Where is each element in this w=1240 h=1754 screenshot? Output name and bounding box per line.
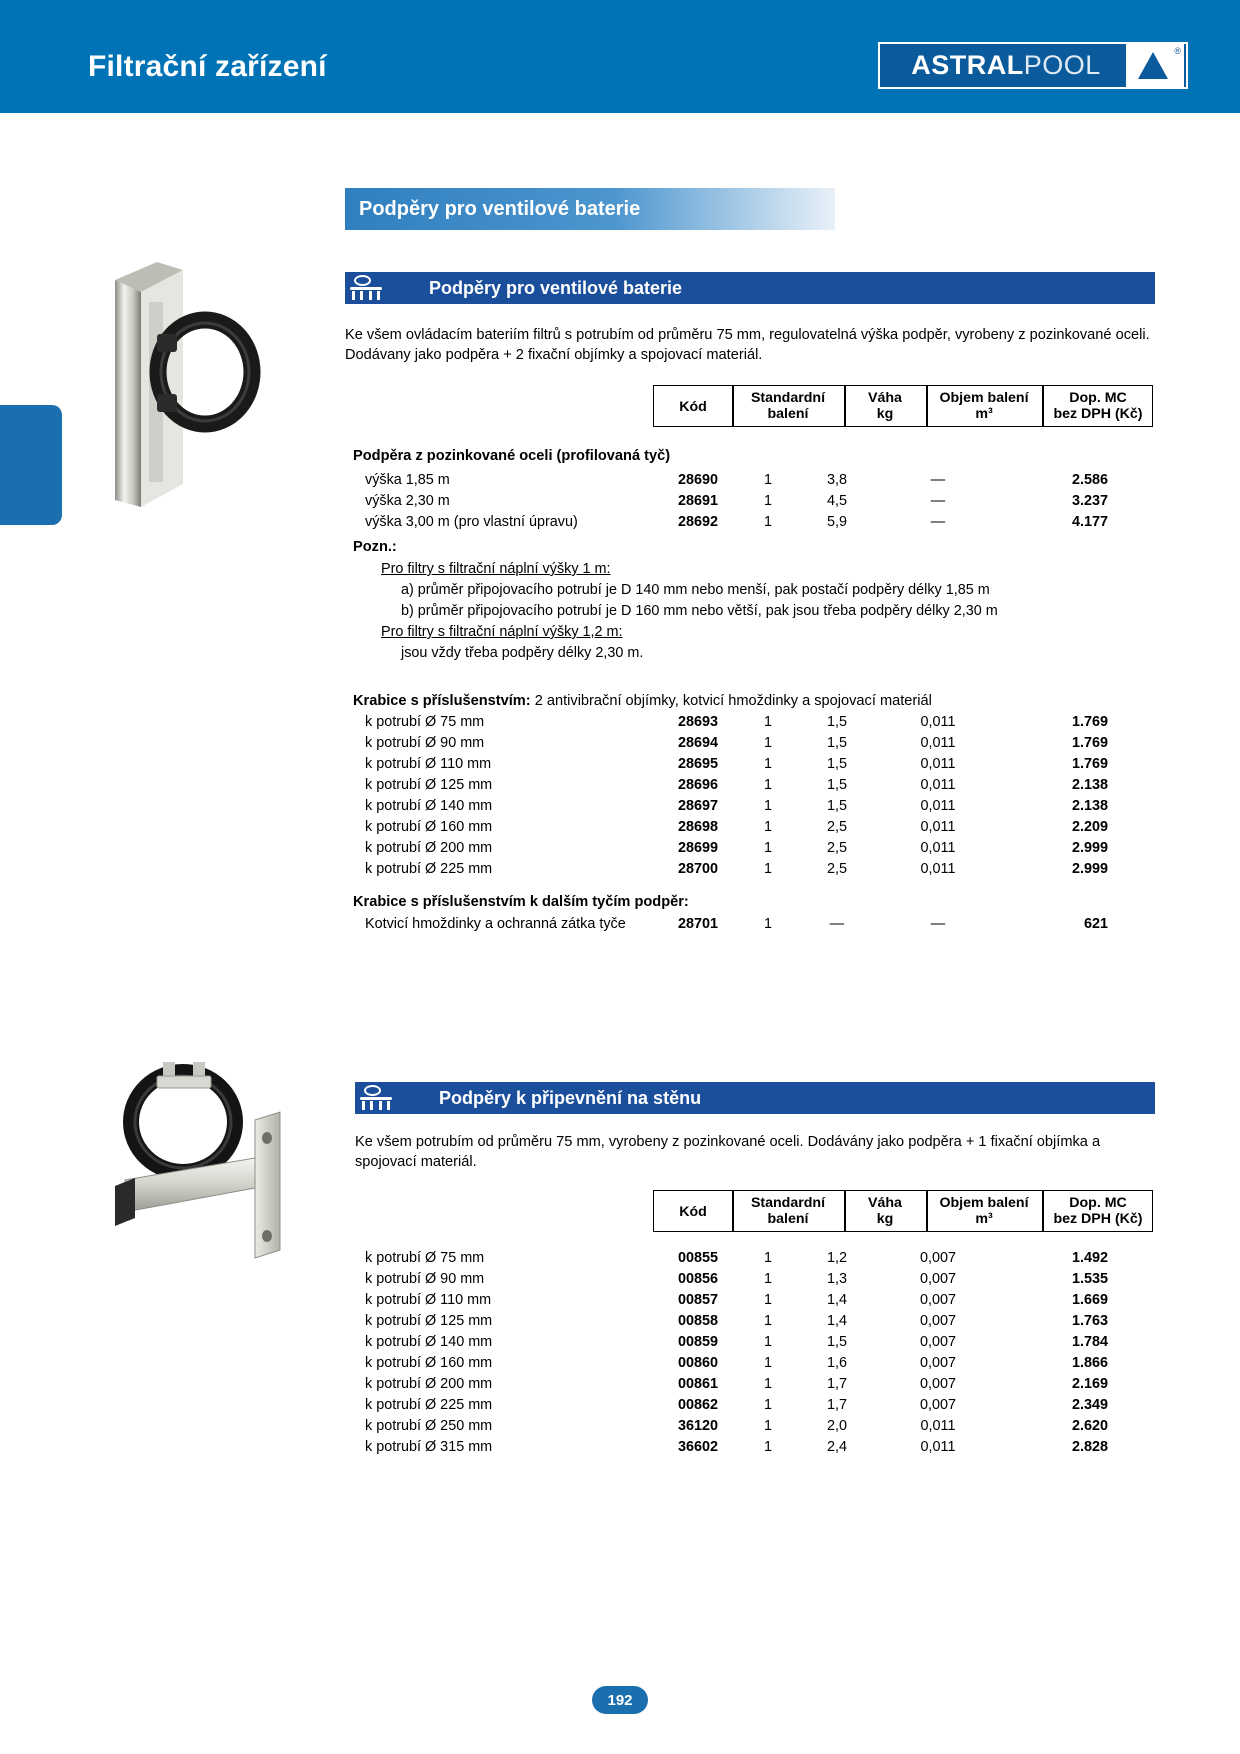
table1-rows-group1 xyxy=(353,470,1153,533)
row-code: 00862 xyxy=(677,1397,719,1413)
row-package: 1 xyxy=(763,861,772,877)
table-row xyxy=(353,838,1153,859)
note-line xyxy=(353,581,1153,602)
row-weight: 1,5 xyxy=(826,1334,847,1350)
row-code: 28701 xyxy=(677,916,719,932)
row-volume: 0,007 xyxy=(919,1250,956,1266)
table-row xyxy=(365,1437,1165,1458)
row-price: 2.138 xyxy=(1071,777,1108,793)
row-package: 1 xyxy=(763,1376,772,1392)
row-product-name: k potrubí Ø 160 mm xyxy=(365,1355,493,1371)
table-row xyxy=(365,1374,1165,1395)
row-volume: 0,011 xyxy=(920,777,956,793)
row-weight: 1,5 xyxy=(826,798,847,814)
row-price: 1.763 xyxy=(1071,1313,1108,1329)
page-number-badge: 192 xyxy=(592,1686,648,1714)
row-weight: 1,4 xyxy=(826,1292,847,1308)
row-code: 28693 xyxy=(677,714,719,730)
row-product-name: k potrubí Ø 250 mm xyxy=(365,1418,493,1434)
row-weight: — xyxy=(829,916,845,932)
table1-col-volume-line2: m³ xyxy=(975,406,993,422)
logo-text xyxy=(880,50,1126,81)
section-title-bar xyxy=(345,188,835,230)
table2-col-weight-line1: Váha xyxy=(868,1195,902,1211)
row-product-name: k potrubí Ø 225 mm xyxy=(365,1397,493,1413)
table2-col-weight-line2: kg xyxy=(876,1211,894,1227)
row-volume: — xyxy=(930,514,946,530)
row-price: 2.169 xyxy=(1071,1376,1108,1392)
row-code: 28700 xyxy=(677,861,719,877)
pool-wave-icon-2 xyxy=(355,1082,397,1114)
row-product-name: k potrubí Ø 75 mm xyxy=(365,1250,485,1266)
table-row xyxy=(353,754,1153,775)
block1-group2-label-bold: Krabice s příslušenstvím: xyxy=(353,693,531,709)
row-product-name: k potrubí Ø 200 mm xyxy=(365,840,493,856)
row-code: 28696 xyxy=(677,777,719,793)
note-line-text: Pro filtry s filtrační náplní výšky 1 m: xyxy=(381,561,611,577)
row-price: 1.669 xyxy=(1071,1292,1108,1308)
row-weight: 1,3 xyxy=(826,1271,847,1287)
table1-col-weight-line1: Váha xyxy=(868,390,902,406)
subsection-bar-wall-supports xyxy=(355,1082,1155,1114)
row-volume: 0,011 xyxy=(920,735,956,751)
row-weight: 2,5 xyxy=(826,840,847,856)
row-volume: — xyxy=(930,493,946,509)
block2-intro-text: Ke všem potrubím od průměru 75 mm, vyrobeny z pozinkované oceli. Dodávány jako podpěra + 1 fixační objímka a spojovací materiál. xyxy=(355,1134,1101,1170)
table-row xyxy=(365,1332,1165,1353)
row-price: 1.535 xyxy=(1071,1271,1108,1287)
table2-col-volume-line1: Objem balení xyxy=(939,1195,1029,1211)
table-row xyxy=(353,775,1153,796)
row-product-name: k potrubí Ø 225 mm xyxy=(365,861,493,877)
row-package: 1 xyxy=(763,1292,772,1308)
row-code: 00855 xyxy=(677,1250,719,1266)
row-code: 00861 xyxy=(677,1376,719,1392)
row-product-name: Kotvicí hmoždinky a ochranná zátka tyče xyxy=(365,916,626,932)
row-product-name: k potrubí Ø 110 mm xyxy=(365,756,492,772)
row-package: 1 xyxy=(763,1250,772,1266)
table1-rows-group3 xyxy=(365,914,1165,935)
section-title-label: Podpěry pro ventilové baterie xyxy=(359,197,641,220)
table1-col-price-line2: bez DPH (Kč) xyxy=(1053,406,1143,422)
row-code: 36120 xyxy=(677,1418,719,1434)
product-image-wall-support xyxy=(105,1060,310,1285)
subsection-label: Podpěry pro ventilové baterie xyxy=(387,272,1155,304)
table-row xyxy=(365,1311,1165,1332)
row-volume: 0,007 xyxy=(919,1355,956,1371)
astralpool-logo xyxy=(878,42,1188,89)
row-volume: 0,007 xyxy=(919,1397,956,1413)
row-code: 00857 xyxy=(677,1292,719,1308)
row-package: 1 xyxy=(763,1397,772,1413)
table-row xyxy=(365,914,1165,935)
row-weight: 2,4 xyxy=(826,1439,847,1455)
row-price: 2.999 xyxy=(1071,840,1108,856)
row-product-name: výška 1,85 m xyxy=(365,472,450,488)
note-line-text: b) průměr připojovacího potrubí je D 160 mm nebo větší, pak jsou třeba podpěry délky 2,30 m xyxy=(401,603,998,619)
row-price: 4.177 xyxy=(1071,514,1108,530)
logo-light-text: POOL xyxy=(1023,50,1101,80)
table-row xyxy=(353,859,1153,880)
row-weight: 5,9 xyxy=(826,514,847,530)
note-line-text: jsou vždy třeba podpěry délky 2,30 m. xyxy=(401,645,644,661)
table-row xyxy=(365,1269,1165,1290)
row-volume: — xyxy=(930,916,946,932)
table1-col-pack-line2: balení xyxy=(767,406,809,422)
table1-rows-group2 xyxy=(353,712,1153,880)
row-product-name: k potrubí Ø 160 mm xyxy=(365,819,493,835)
row-volume: 0,011 xyxy=(920,840,956,856)
row-price: 2.999 xyxy=(1071,861,1108,877)
row-product-name: k potrubí Ø 125 mm xyxy=(365,1313,493,1329)
table1-col-price-line1: Dop. MC xyxy=(1069,390,1127,406)
row-code: 00856 xyxy=(677,1271,719,1287)
row-price: 2.620 xyxy=(1071,1418,1108,1434)
row-package: 1 xyxy=(763,735,772,751)
table-row xyxy=(353,817,1153,838)
product-image-support-bar xyxy=(105,262,270,507)
row-price: 2.586 xyxy=(1071,472,1108,488)
table2-rows xyxy=(365,1248,1165,1458)
row-weight: 1,2 xyxy=(826,1250,847,1266)
logo-main-text: ASTRAL xyxy=(911,50,1024,80)
row-package: 1 xyxy=(763,840,772,856)
table2-col-price-line2: bez DPH (Kč) xyxy=(1053,1211,1143,1227)
row-code: 28695 xyxy=(677,756,719,772)
row-package: 1 xyxy=(763,493,772,509)
astralpool-mark-icon xyxy=(1126,44,1184,87)
row-code: 28697 xyxy=(677,798,719,814)
subsection-label-2: Podpěry k připevnění na stěnu xyxy=(397,1082,1155,1114)
row-volume: 0,011 xyxy=(920,798,956,814)
registered-trademark-icon: ® xyxy=(1174,46,1181,56)
row-volume: 0,011 xyxy=(920,1418,956,1434)
row-volume: 0,011 xyxy=(920,819,956,835)
row-price: 621 xyxy=(1083,916,1108,932)
row-code: 28699 xyxy=(677,840,719,856)
row-price: 1.784 xyxy=(1071,1334,1108,1350)
table1-col-volume-line1: Objem balení xyxy=(939,390,1029,406)
row-volume: 0,011 xyxy=(920,756,956,772)
table-row xyxy=(353,470,1153,491)
row-package: 1 xyxy=(763,1355,772,1371)
table-row xyxy=(365,1248,1165,1269)
row-volume: 0,007 xyxy=(919,1334,956,1350)
row-product-name: k potrubí Ø 75 mm xyxy=(365,714,485,730)
left-side-tab xyxy=(0,405,62,525)
row-price: 3.237 xyxy=(1071,493,1108,509)
row-package: 1 xyxy=(763,756,772,772)
table-row xyxy=(365,1395,1165,1416)
row-product-name: výška 2,30 m xyxy=(365,493,450,509)
table2-col-price-line1: Dop. MC xyxy=(1069,1195,1127,1211)
row-product-name: k potrubí Ø 140 mm xyxy=(365,798,493,814)
row-product-name: k potrubí Ø 110 mm xyxy=(365,1292,492,1308)
row-package: 1 xyxy=(763,514,772,530)
row-price: 1.492 xyxy=(1071,1250,1108,1266)
row-code: 00860 xyxy=(677,1355,719,1371)
block1-group1-label: Podpěra z pozinkované oceli (profilovaná tyč) xyxy=(353,448,671,464)
row-weight: 3,8 xyxy=(826,472,847,488)
row-weight: 1,5 xyxy=(826,777,847,793)
row-code: 00858 xyxy=(677,1313,719,1329)
row-price: 2.138 xyxy=(1071,798,1108,814)
page-header xyxy=(0,0,1240,113)
row-product-name: k potrubí Ø 90 mm xyxy=(365,1271,485,1287)
row-price: 2.828 xyxy=(1071,1439,1108,1455)
row-package: 1 xyxy=(763,1271,772,1287)
row-price: 2.349 xyxy=(1071,1397,1108,1413)
note-line xyxy=(353,623,1153,644)
row-package: 1 xyxy=(763,472,772,488)
note-line-text: Pro filtry s filtrační náplní výšky 1,2 m: xyxy=(381,624,623,640)
row-price: 1.866 xyxy=(1071,1355,1108,1371)
row-volume: 0,007 xyxy=(919,1313,956,1329)
row-code: 28690 xyxy=(677,472,719,488)
row-package: 1 xyxy=(763,714,772,730)
row-code: 28692 xyxy=(677,514,719,530)
row-volume: 0,011 xyxy=(920,861,956,877)
row-product-name: k potrubí Ø 200 mm xyxy=(365,1376,493,1392)
row-code: 28694 xyxy=(677,735,719,751)
table-row xyxy=(353,491,1153,512)
table-row xyxy=(365,1416,1165,1437)
row-weight: 1,6 xyxy=(826,1355,847,1371)
block1-group2-label-rest: 2 antivibrační objímky, kotvicí hmoždinky a spojovací materiál xyxy=(530,693,932,709)
table-row xyxy=(353,512,1153,533)
row-code: 36602 xyxy=(677,1439,719,1455)
row-product-name: výška 3,00 m (pro vlastní úpravu) xyxy=(365,514,578,530)
row-package: 1 xyxy=(763,1418,772,1434)
table1-col-code: Kód xyxy=(679,399,707,415)
row-product-name: k potrubí Ø 140 mm xyxy=(365,1334,493,1350)
row-package: 1 xyxy=(763,916,772,932)
row-weight: 2,0 xyxy=(826,1418,847,1434)
table2-header xyxy=(653,1190,1153,1232)
row-volume: 0,007 xyxy=(919,1376,956,1392)
row-package: 1 xyxy=(763,1334,772,1350)
note-line xyxy=(353,602,1153,623)
row-volume: 0,007 xyxy=(919,1271,956,1287)
row-volume: — xyxy=(930,472,946,488)
row-package: 1 xyxy=(763,777,772,793)
block1-notes xyxy=(353,560,1153,665)
row-code: 28691 xyxy=(677,493,719,509)
row-price: 1.769 xyxy=(1071,756,1108,772)
row-weight: 2,5 xyxy=(826,861,847,877)
row-volume: 0,011 xyxy=(920,714,956,730)
row-weight: 1,4 xyxy=(826,1313,847,1329)
table2-col-volume-line2: m³ xyxy=(975,1211,993,1227)
page-title: Filtrační zařízení xyxy=(88,50,327,83)
row-weight: 1,7 xyxy=(826,1376,847,1392)
row-volume: 0,011 xyxy=(920,1439,956,1455)
row-product-name: k potrubí Ø 315 mm xyxy=(365,1439,493,1455)
row-weight: 1,7 xyxy=(826,1397,847,1413)
row-price: 2.209 xyxy=(1071,819,1108,835)
table1-col-weight-line2: kg xyxy=(876,406,894,422)
row-weight: 1,5 xyxy=(826,735,847,751)
row-price: 1.769 xyxy=(1071,714,1108,730)
table2-col-pack-line1: Standardní xyxy=(750,1195,826,1211)
note-line xyxy=(353,560,1153,581)
row-product-name: k potrubí Ø 125 mm xyxy=(365,777,493,793)
row-code: 00859 xyxy=(677,1334,719,1350)
table-row xyxy=(365,1353,1165,1374)
subsection-bar-valve-supports xyxy=(345,272,1155,304)
row-weight: 4,5 xyxy=(826,493,847,509)
row-package: 1 xyxy=(763,819,772,835)
row-weight: 1,5 xyxy=(826,756,847,772)
row-price: 1.769 xyxy=(1071,735,1108,751)
block1-note-label: Pozn.: xyxy=(353,539,397,555)
note-line-text: a) průměr připojovacího potrubí je D 140 mm nebo menší, pak postačí podpěry délky 1,85 m xyxy=(401,582,990,598)
pool-wave-icon xyxy=(345,272,387,304)
row-product-name: k potrubí Ø 90 mm xyxy=(365,735,485,751)
table-row xyxy=(365,1290,1165,1311)
row-package: 1 xyxy=(763,798,772,814)
table-row xyxy=(353,733,1153,754)
row-volume: 0,007 xyxy=(919,1292,956,1308)
table2-col-pack-line2: balení xyxy=(767,1211,809,1227)
table1-header xyxy=(653,385,1153,427)
row-weight: 2,5 xyxy=(826,819,847,835)
note-line xyxy=(353,644,1153,665)
table-row xyxy=(353,712,1153,733)
row-package: 1 xyxy=(763,1313,772,1329)
block1-intro-text: Ke všem ovládacím bateriím filtrů s potrubím od průměru 75 mm, regulovatelná výška podpěr, vyrobeny z pozinkované oceli. Dodávany jako podpěra + 2 fixační objímky a spojovací materiál. xyxy=(345,327,1150,363)
block1-group2-label xyxy=(353,691,932,711)
row-package: 1 xyxy=(763,1439,772,1455)
table-row xyxy=(353,796,1153,817)
table1-col-pack-line1: Standardní xyxy=(750,390,826,406)
row-weight: 1,5 xyxy=(826,714,847,730)
row-code: 28698 xyxy=(677,819,719,835)
table2-col-code: Kód xyxy=(679,1204,707,1220)
block1-group3-label: Krabice s příslušenstvím k dalším tyčím podpěr: xyxy=(353,894,689,910)
